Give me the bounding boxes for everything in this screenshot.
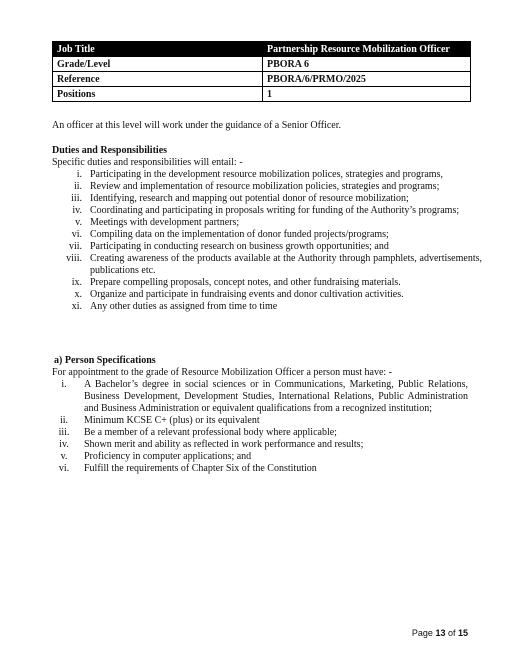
person-specs-heading: a) Person Specifications [54,355,156,366]
table-row [53,57,471,72]
list-number: xi. [71,301,82,312]
list-number: ix. [71,277,82,288]
table-cell-label: Positions [53,87,263,102]
list-number: v. [75,217,82,228]
list-item [52,193,482,205]
list-item [52,427,482,439]
list-item-text: Review and implementation of resource mobilization policies, strategies and programs; [90,181,440,192]
list-number: vii. [68,241,82,252]
list-item [52,277,482,289]
list-item [52,463,482,475]
list-item [52,301,482,313]
table-cell-value: PBORA/6/PRMO/2025 [263,72,471,87]
list-number: ii. [59,415,69,426]
list-number: iii. [71,193,82,204]
list-item-text: A Bachelor’s degree in social sciences or in Communications, Marketing, Public Relations, Business Development, Development Studies, International Relations, Public Administration and Business Administration or equivalent qualifications from a recognized institution; [84,379,468,414]
list-number: iii. [58,427,70,438]
list-item-text: Be a member of a relevant professional body where applicable; [84,427,337,438]
table-cell-label: Reference [53,72,263,87]
list-number: viii. [66,253,82,264]
page-number-prefix: Page [411,628,436,638]
list-item-text: Organize and participate in fundraising events and donor cultivation activities. [90,289,404,300]
list-item-text: Prepare compelling proposals, concept notes, and other fundraising materials. [90,277,401,288]
list-item-text: Proficiency in computer applications; and [84,451,252,462]
list-item-text: Compiling data on the implementation of donor funded projects/programs; [90,229,389,240]
list-item-text: Participating in conducting research on business growth opportunities; and [90,241,389,252]
table-row [53,72,471,87]
person-specs-section [52,355,482,475]
list-item [52,169,482,181]
list-item-text: Identifying, research and mapping out potential donor of resource mobilization; [90,193,409,204]
duties-lead: Specific duties and responsibilities will entail: - [52,157,243,168]
list-item-text: Fulfill the requirements of Chapter Six of the Constitution [84,463,317,474]
person-specs-lead: For appointment to the grade of Resource Mobilization Officer a person must have: - [52,367,392,378]
list-item [52,379,482,415]
list-item [52,253,482,277]
duties-list [52,169,482,313]
intro-paragraph: An officer at this level will work under the guidance of a Senior Officer. [52,120,341,131]
list-item-text: Minimum KCSE C+ (plus) or its equivalent [84,415,260,426]
list-item [52,451,482,463]
list-number: i. [76,169,82,180]
duties-section [52,145,482,313]
list-item [52,217,482,229]
list-item [52,439,482,451]
list-item [52,415,482,427]
table-cell-label: Job Title [53,42,263,57]
list-number: iv. [59,439,69,450]
list-item [52,289,482,301]
list-item-text: Creating awareness of the products available at the Authority through pamphlets, advertisements, publications etc. [90,253,482,276]
list-item [52,205,482,217]
list-number: i. [61,379,67,390]
table-row [53,42,471,57]
duties-heading: Duties and Responsibilities [52,145,168,156]
list-number: vi. [71,229,82,240]
list-number: v. [60,451,68,462]
list-number: iv. [72,205,82,216]
list-item-text: Shown merit and ability as reflected in work performance and results; [84,439,364,450]
table-row [53,87,471,102]
page-number-total: 15 [457,628,468,638]
list-item-text: Participating in the development resource mobilization polices, strategies and programs, [90,169,443,180]
person-specs-list [52,379,482,475]
list-number: ii. [73,181,82,192]
page-number-separator: of [445,628,458,638]
table-cell-value: PBORA 6 [263,57,471,72]
table-cell-value: Partnership Resource Mobilization Officer [263,42,471,57]
list-item-text: Any other duties as assigned from time to time [90,301,278,312]
list-item [52,229,482,241]
page-number [412,627,468,639]
list-item [52,241,482,253]
list-number: vi. [58,463,70,474]
list-item-text: Coordinating and participating in proposals writing for funding of the Authority’s programs; [90,205,460,216]
page-number-current: 13 [435,628,446,638]
list-number: x. [74,289,82,300]
list-item [52,181,482,193]
table-cell-label: Grade/Level [53,57,263,72]
list-item-text: Meetings with development partners; [90,217,240,228]
job-info-table [52,41,471,102]
table-cell-value: 1 [263,87,471,102]
